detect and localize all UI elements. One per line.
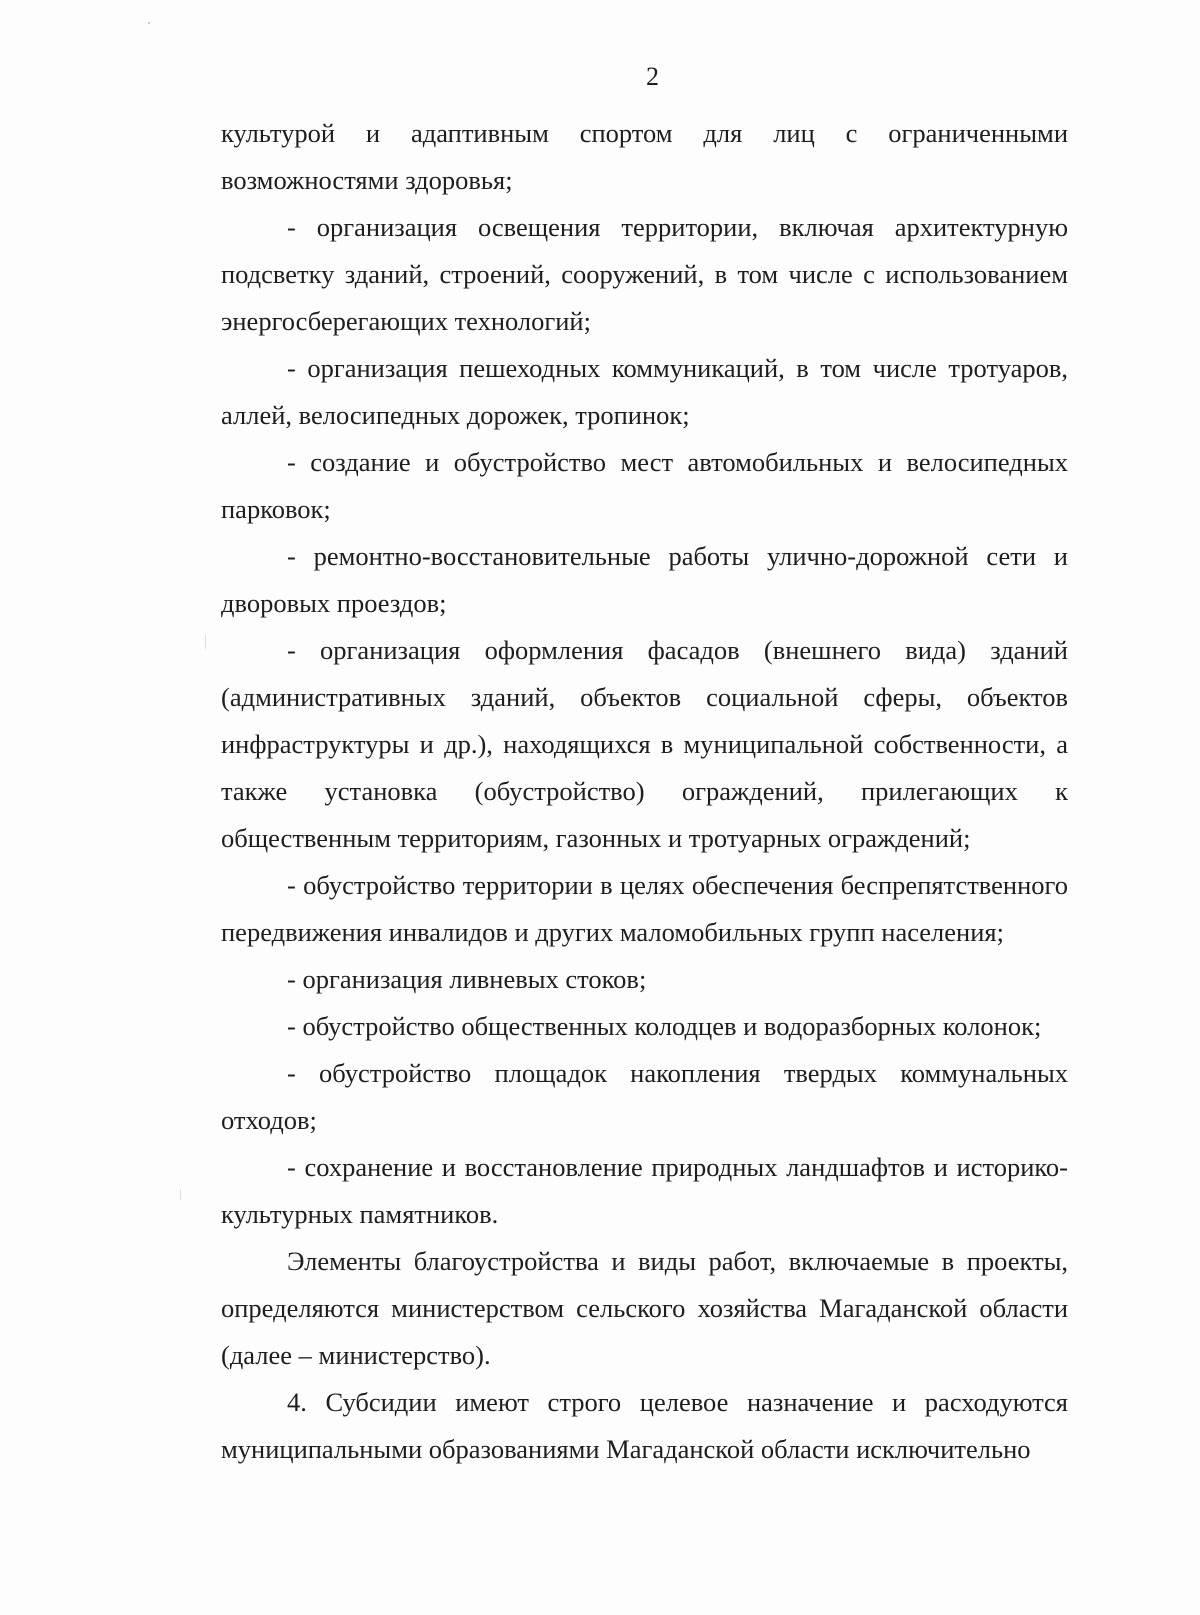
list-item-facades: - организация оформления фасадов (внешнего вида) зданий (административных зданий, объектов социальной сферы, объектов инфраструктуры и др.), находящихся в муниципальной собственности, а также установка (обустройство) ограждений, прилегающих к общественным территориям, газонных и тротуарных ограждений; (221, 635, 1068, 853)
list-item-parking: - создание и обустройство мест автомобильных и велосипедных парковок; (221, 447, 1068, 524)
document-body (221, 110, 1068, 1473)
scan-artifact (148, 22, 150, 24)
list-item-accessibility: - обустройство территории в целях обеспечения беспрепятственного передвижения инвалидов и других маломобильных групп населения; (221, 870, 1068, 947)
list-item-road-repair: - ремонтно-восстановительные работы улично-дорожной сети и дворовых проездов; (221, 541, 1068, 618)
list-item-landscapes: - сохранение и восстановление природных ландшафтов и историко-культурных памятников. (221, 1152, 1068, 1229)
list-item-pedestrian: - организация пешеходных коммуникаций, в том числе тротуаров, аллей, велосипедных дорожек, тропинок; (221, 353, 1068, 430)
list-item-lighting: - организация освещения территории, включая архитектурную подсветку зданий, строений, сооружений, в том числе с использованием энергосберегающих технологий; (221, 212, 1068, 336)
page-number: 2 (646, 62, 659, 91)
list-item-drainage: - организация ливневых стоков; (287, 964, 647, 994)
paragraph-subsidies: 4. Субсидии имеют строго целевое назначение и расходуются муниципальными образованиями Магаданской области исключительно (221, 1387, 1068, 1464)
paragraph-elements: Элементы благоустройства и виды работ, включаемые в проекты, определяются министерством сельского хозяйства Магаданской области (далее – министерство). (221, 1246, 1068, 1370)
list-item-waste-sites: - обустройство площадок накопления твердых коммунальных отходов; (221, 1058, 1068, 1135)
list-item-wells: - обустройство общественных колодцев и водоразборных колонок; (287, 1011, 1042, 1041)
scan-artifact (205, 635, 206, 649)
scan-artifact (180, 1190, 181, 1200)
paragraph-continuation: культурой и адаптивным спортом для лиц с ограниченными возможностями здоровья; (221, 118, 1068, 195)
